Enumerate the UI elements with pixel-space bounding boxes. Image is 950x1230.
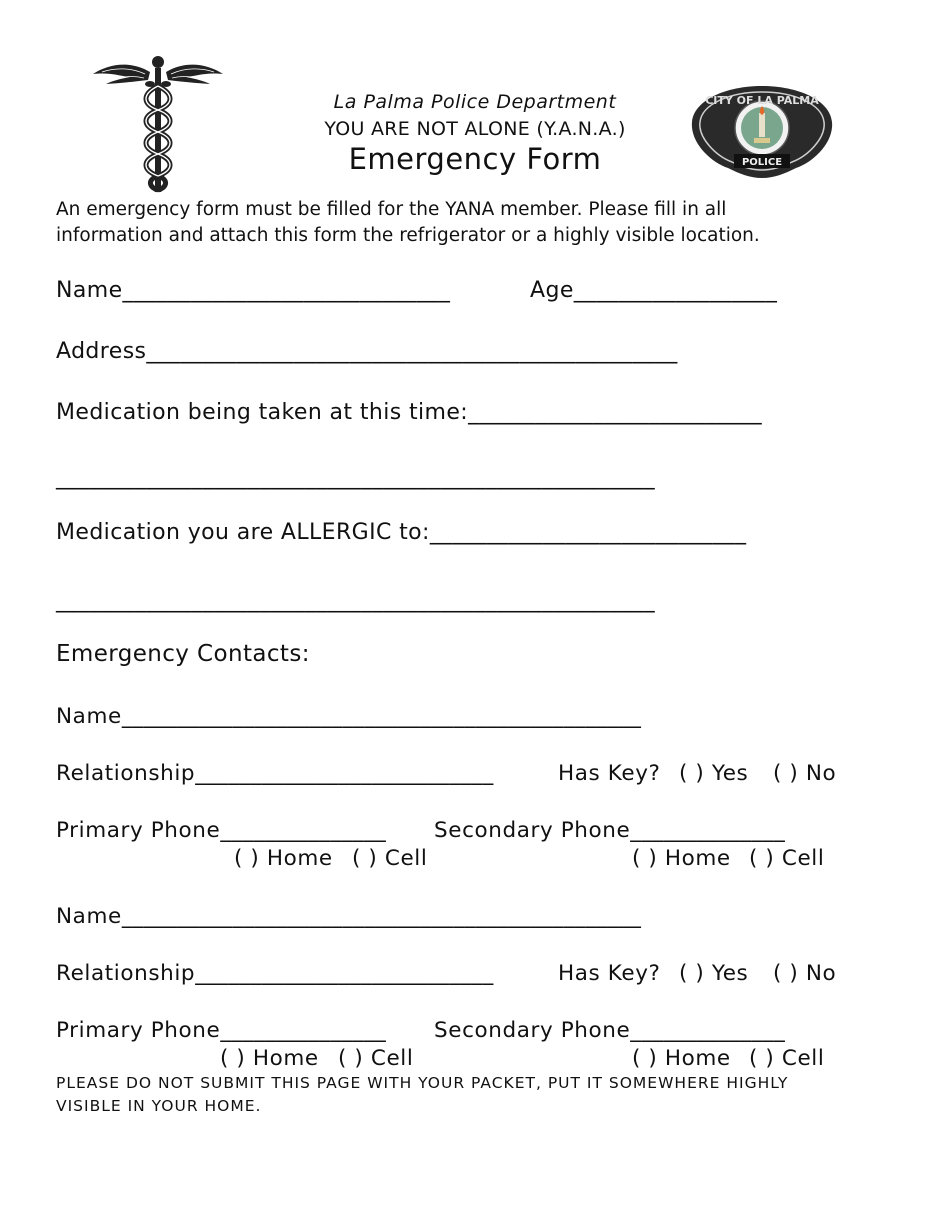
primary-phone-label: Primary Phone — [56, 818, 221, 843]
contact-1-has-key-label: Has Key? — [558, 761, 661, 786]
contact-name-label: Name — [56, 704, 122, 729]
page-title: Emergency Form — [348, 142, 602, 176]
medication-label: Medication being taken at this time: — [56, 400, 469, 425]
contact-2-primary-cell-option[interactable]: ( ) Cell — [338, 1046, 414, 1071]
medication-field-line-2[interactable]: _____________________________________________________ — [56, 465, 655, 490]
footer-notice-line-2: VISIBLE IN YOUR HOME. — [56, 1097, 262, 1115]
contact-2-has-key-label: Has Key? — [558, 961, 661, 986]
seal-text-top: CITY OF LA PALMA — [705, 94, 819, 107]
contact-1-has-key-yes[interactable]: ( ) Yes — [679, 761, 749, 786]
age-label: Age — [530, 278, 574, 303]
contact-2-relationship-field[interactable]: Relationship___________________________ — [56, 961, 494, 986]
contact-1-secondary-phone-field[interactable]: Secondary Phone______________ — [434, 818, 785, 843]
program-name: YOU ARE NOT ALONE (Y.A.N.A.) — [324, 118, 626, 140]
contact-1-primary-home-option[interactable]: ( ) Home — [234, 846, 333, 871]
name-field[interactable]: Name_____________________________ — [56, 278, 451, 303]
department-name: La Palma Police Department — [333, 91, 617, 113]
emergency-contacts-heading: Emergency Contacts: — [56, 641, 310, 667]
address-label: Address — [56, 339, 147, 364]
contact-2-secondary-home-option[interactable]: ( ) Home — [632, 1046, 731, 1071]
contact-2-secondary-cell-option[interactable]: ( ) Cell — [749, 1046, 825, 1071]
name-label: Name — [56, 278, 123, 303]
allergic-label: Medication you are ALLERGIC to: — [56, 520, 430, 545]
contact-1-name-field[interactable]: Name_______________________________________________ — [56, 704, 642, 729]
contact-2-secondary-phone-field[interactable]: Secondary Phone______________ — [434, 1018, 785, 1043]
relationship-label: Relationship — [56, 961, 196, 986]
contact-1-relationship-field[interactable]: Relationship___________________________ — [56, 761, 494, 786]
age-field[interactable]: Age__________________ — [530, 278, 778, 303]
allergic-field[interactable]: Medication you are ALLERGIC to:____________________________ — [56, 520, 747, 545]
contact-2-primary-home-option[interactable]: ( ) Home — [220, 1046, 319, 1071]
contact-2-primary-phone-field[interactable]: Primary Phone_______________ — [56, 1018, 387, 1043]
contact-2-has-key-yes[interactable]: ( ) Yes — [679, 961, 749, 986]
contact-1-secondary-home-option[interactable]: ( ) Home — [632, 846, 731, 871]
contact-1-primary-phone-field[interactable]: Primary Phone_______________ — [56, 818, 387, 843]
contact-2-name-field[interactable]: Name_______________________________________________ — [56, 904, 642, 929]
seal-text-bottom: POLICE — [741, 157, 783, 168]
intro-line-2: information and attach this form the refrigerator or a highly visible location. — [56, 225, 760, 246]
contact-1-secondary-cell-option[interactable]: ( ) Cell — [749, 846, 825, 871]
secondary-phone-label: Secondary Phone — [434, 818, 631, 843]
address-field[interactable]: Address_______________________________________________ — [56, 339, 678, 364]
footer-notice-line-1: PLEASE DO NOT SUBMIT THIS PAGE WITH YOUR PACKET, PUT IT SOMEWHERE HIGHLY — [56, 1074, 789, 1092]
medication-field[interactable]: Medication being taken at this time:__________________________ — [56, 400, 762, 425]
secondary-phone-label: Secondary Phone — [434, 1018, 631, 1043]
contact-2-has-key-no[interactable]: ( ) No — [773, 961, 837, 986]
contact-1-primary-cell-option[interactable]: ( ) Cell — [352, 846, 428, 871]
primary-phone-label: Primary Phone — [56, 1018, 221, 1043]
contact-1-has-key-no[interactable]: ( ) No — [773, 761, 837, 786]
relationship-label: Relationship — [56, 761, 196, 786]
contact-name-label: Name — [56, 904, 122, 929]
intro-line-1: An emergency form must be filled for the YANA member. Please fill in all — [56, 199, 727, 220]
allergic-field-line-2[interactable]: _____________________________________________________ — [56, 588, 655, 613]
